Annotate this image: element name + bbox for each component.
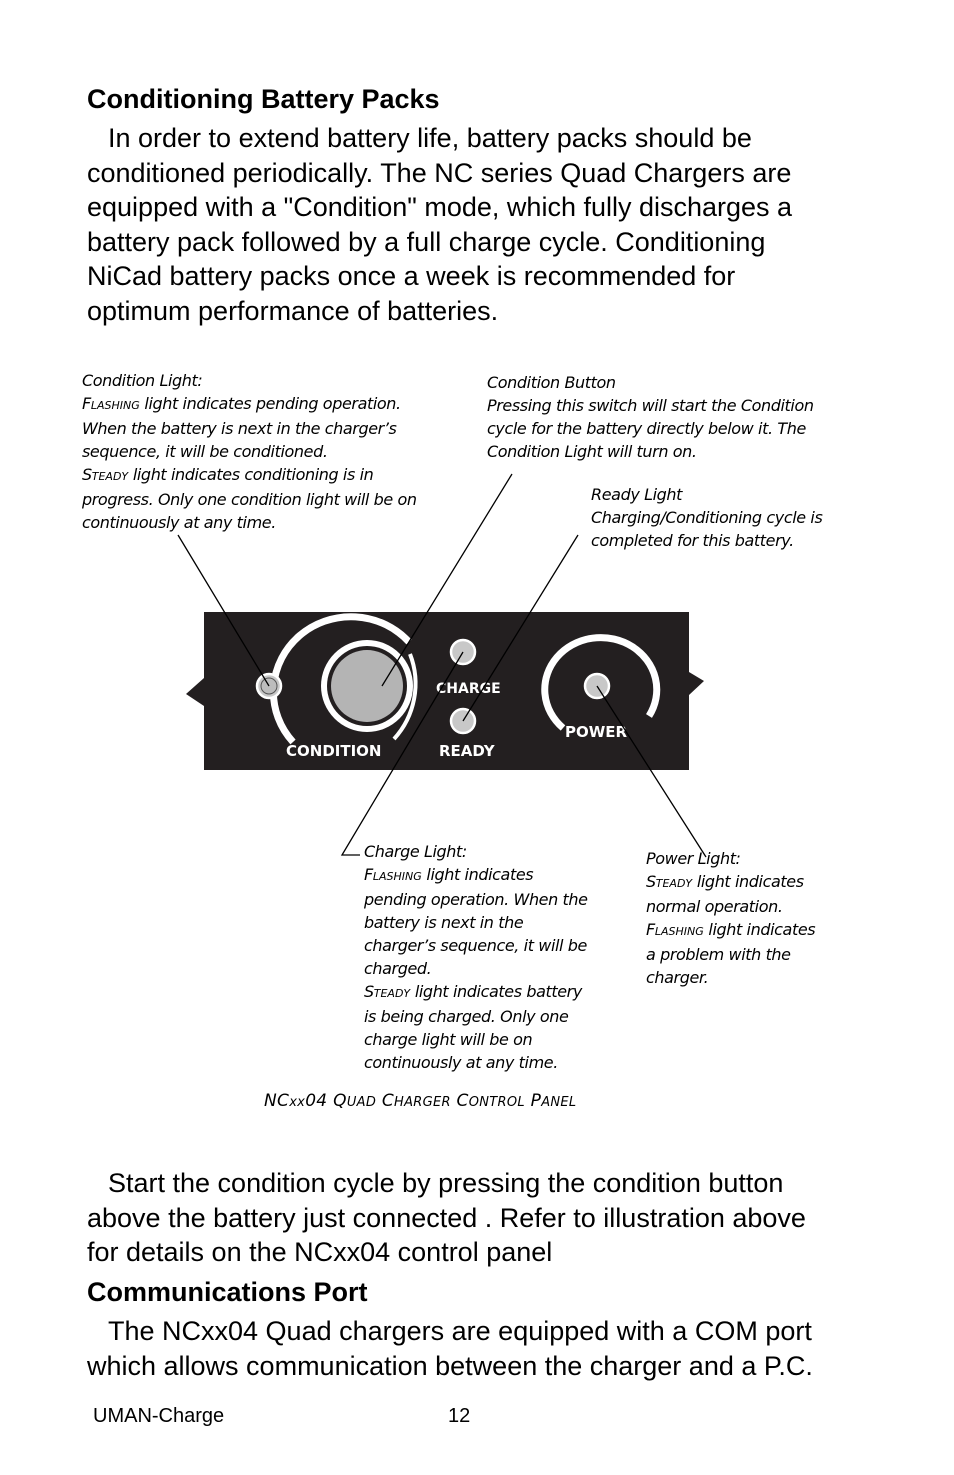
callout-line: charger. (646, 968, 709, 987)
callout-line: Condition Light will turn on. (487, 442, 697, 461)
paragraph-line: NiCad battery packs once a week is recommended for (87, 261, 736, 292)
callout-line: continuously at any time. (82, 513, 276, 532)
paragraph-line: for details on the NCxx04 control panel (87, 1237, 553, 1268)
callout-line: completed for this battery. (591, 531, 794, 550)
callout-line: FLASHING light indicates pending operation. (82, 394, 401, 413)
condition-button[interactable] (331, 650, 403, 722)
callout-line: Pressing this switch will start the Condition (487, 396, 814, 415)
callout-title: Condition Light: (82, 371, 203, 390)
callout-line: continuously at any time. (364, 1053, 558, 1072)
callout-line: FLASHING light indicates (646, 920, 816, 939)
callout-line: When the battery is next in the charger’s (82, 419, 397, 438)
section-heading-communications: Communications Port (87, 1277, 368, 1307)
callout-line: charged. (364, 959, 432, 978)
callout-title: Charge Light: (364, 842, 467, 861)
callout-line: is being charged. Only one (364, 1007, 569, 1026)
callout-title: Power Light: (646, 849, 741, 868)
callout-title: Condition Button (487, 373, 616, 392)
section-heading-conditioning: Conditioning Battery Packs (87, 84, 440, 114)
callout-line: STEADY light indicates conditioning is in (82, 465, 374, 484)
callout-line: charge light will be on (364, 1030, 533, 1049)
callout-line: STEADY light indicates battery (364, 982, 582, 1001)
paragraph-line: above the battery just connected . Refer to illustration above (87, 1202, 806, 1233)
paragraph-line: which allows communication between the charger and a P.C. (87, 1350, 813, 1381)
paragraph-line: In order to extend battery life, battery packs should be (108, 123, 752, 153)
paragraph-line: equipped with a "Condition" mode, which fully discharges a (87, 192, 793, 223)
condition-label: CONDITION (286, 742, 382, 760)
communications-paragraph (87, 1314, 813, 1383)
callout-line: pending operation. When the (364, 890, 588, 909)
callout-power-light (646, 847, 815, 989)
paragraph-line: battery pack followed by a full charge cycle. Conditioning (87, 226, 766, 257)
callout-line: a problem with the (646, 945, 791, 964)
callout-line: normal operation. (646, 897, 783, 916)
ready-label: READY (439, 742, 495, 760)
callout-line: battery is next in the (364, 913, 524, 932)
paragraph-line: conditioned periodically. The NC series Quad Chargers are (87, 157, 792, 188)
footer-doc-name: UMAN-Charge (93, 1405, 225, 1427)
paragraph-line: The NCxx04 Quad chargers are equipped with a COM port (108, 1316, 812, 1346)
callout-line: STEADY light indicates (646, 872, 804, 891)
callout-line: cycle for the battery directly below it. The (487, 419, 806, 438)
power-label: POWER (565, 723, 628, 741)
callout-line: Charging/Conditioning cycle is (591, 508, 823, 527)
callout-charge-light (364, 840, 588, 1074)
callout-line: charger’s sequence, it will be (364, 936, 587, 955)
callout-line: FLASHING light indicates (364, 865, 534, 884)
paragraph-line: optimum performance of batteries. (87, 295, 499, 326)
callout-line: sequence, it will be conditioned. (82, 442, 328, 461)
figure-caption: NCxx04 QUAD CHARGER CONTROL PANEL (264, 1091, 577, 1111)
footer-page-number: 12 (448, 1405, 471, 1427)
charge-label: CHARGE (436, 681, 501, 697)
callout-title: Ready Light (591, 485, 683, 504)
callout-line: progress. Only one condition light will be on (82, 490, 417, 509)
paragraph-line: Start the condition cycle by pressing the condition button (108, 1168, 784, 1198)
condition-cycle-paragraph (87, 1166, 806, 1270)
